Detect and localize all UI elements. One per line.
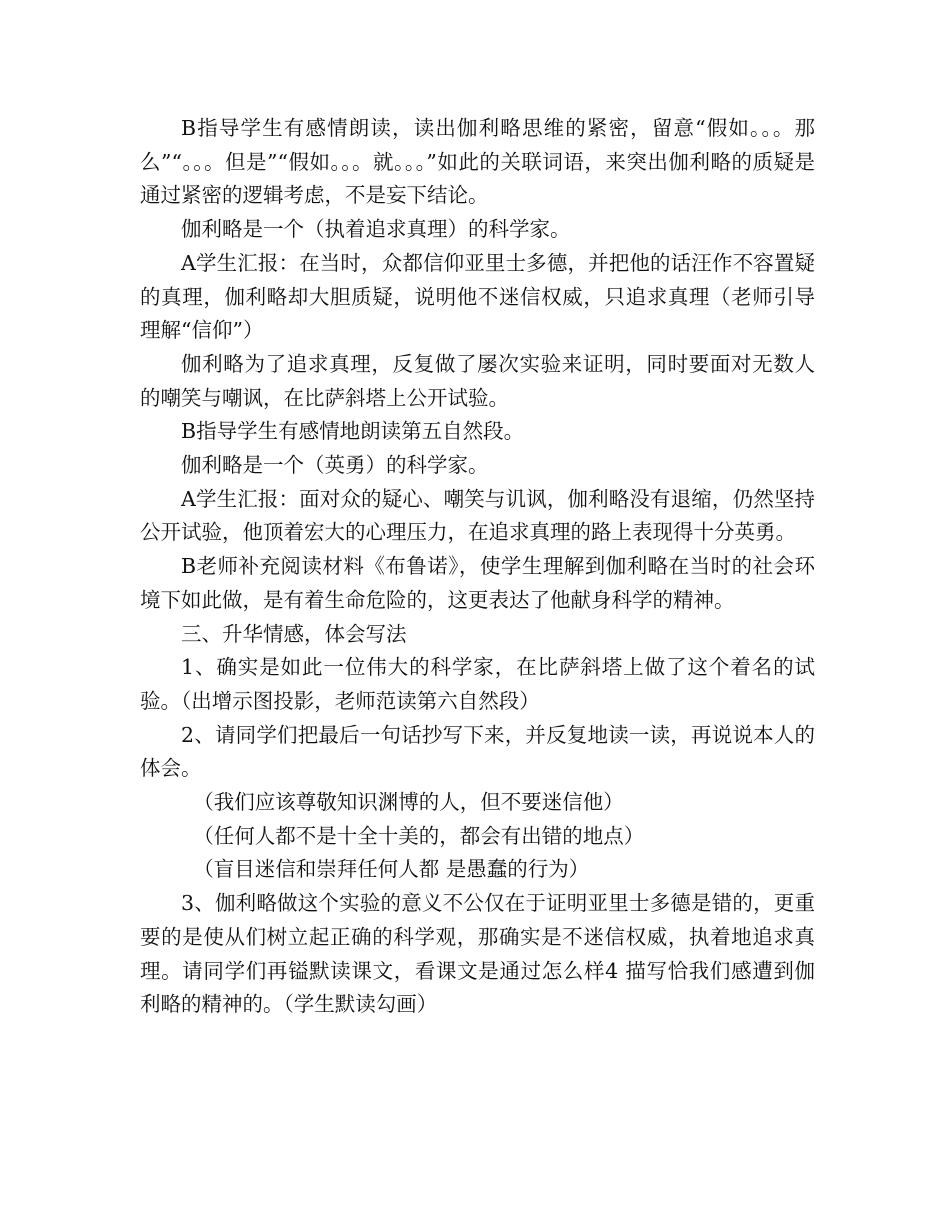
paragraph-persistent-truth: 伽利略是一个（执着追求真理）的科学家。	[181, 217, 571, 242]
paragraph-brave-scientist: 伽利略是一个（英勇）的科学家。	[181, 453, 489, 478]
paragraph-insight-1: （我们应该尊敬知识渊博的人，但不要迷信他）	[193, 790, 624, 815]
paragraph-insight-3: （盲目迷信和崇拜任何人都 是愚蠢的行为）	[193, 857, 590, 882]
paragraph-step-2: 2、请同学们把最后一句话抄写下来，并反复地读一读，再说说本人的体会。	[140, 722, 815, 781]
paragraph-supplementary-reading: B老师补充阅读材料《布鲁诺》，使学生理解到伽利略在当时的社会环境下如此做，是有着生命危险的，这更表达了他献身科学的精神。	[140, 554, 815, 612]
paragraph-step-1: 1、确实是如此一位伟大的科学家，在比萨斜塔上做了这个着名的试验。（出增示图投影，老师范读第六自然段）	[140, 655, 815, 713]
document-page	[140, 112, 815, 1022]
paragraph-student-report-1: A学生汇报：在当时，众都信仰亚里士多德，并把他的话汪作不容置疑的真理，伽利略却大胆质疑，说明他不迷信权威，只追求真理（老师引导理解“信仰”）	[140, 250, 815, 343]
paragraph-repeated-experiments: 伽利略为了追求真理，反复做了屡次实验来证明，同时要面对无数人的嘲笑与嘲讽，在比萨斜塔上公开试验。	[140, 351, 815, 410]
paragraph-insight-2: （任何人都不是十全十美的，都会有出错的地点）	[193, 823, 645, 848]
paragraph-guided-reading: B指导学生有感情朗读，读出伽利略思维的紧密，留意“假如。。。那么”“。。。但是”“假如。。。就。。。”如此的关联词语，来突出伽利略的质疑是通过紧密的逻辑考虑，不是妄下结论。	[140, 116, 815, 208]
section-heading-3: 三、升华情感，体会写法	[181, 621, 407, 646]
paragraph-student-report-2: A学生汇报：面对众的疑心、嘲笑与讥讽，伽利略没有退缩，仍然坚持公开试验，他顶着宏大的心理压力，在追求真理的路上表现得十分英勇。	[140, 486, 815, 545]
paragraph-read-fifth-section: B指导学生有感情地朗读第五自然段。	[181, 419, 525, 444]
paragraph-step-3: 3、伽利略做这个实验的意义不公仅在于证明亚里士多德是错的，更重要的是使从们树立起正确的科学观，那确实是不迷信权威，执着地追求真理。请同学们再镒默读课文，看课文是通过怎么样4 描写恰我们感遭到伽利略的精神的。（学生默读勾画）	[140, 891, 815, 1017]
